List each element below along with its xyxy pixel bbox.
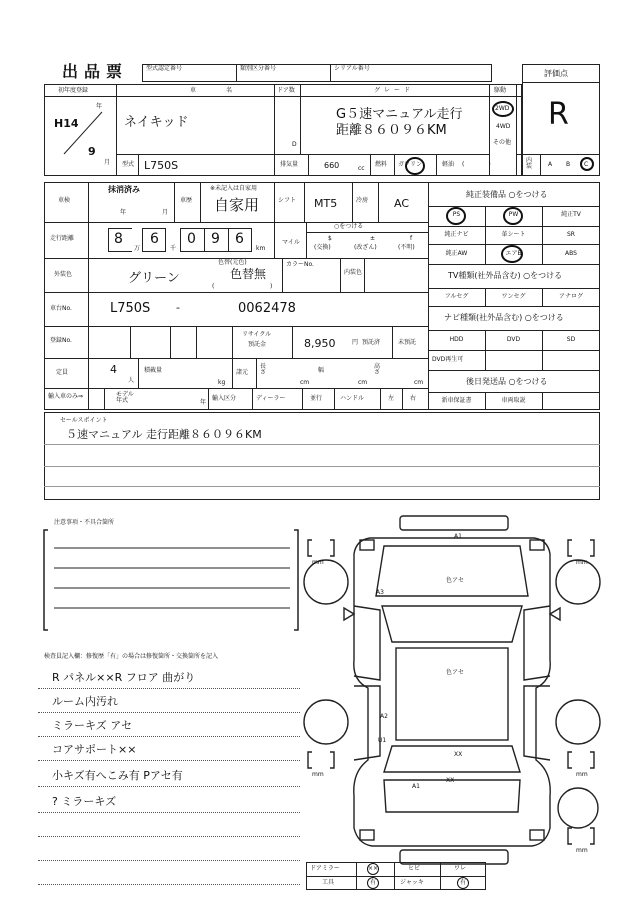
acc-door-mirror-circle <box>367 863 379 875</box>
inspection-label: 車検 <box>58 197 71 204</box>
mileage-d5: 6 <box>235 231 244 247</box>
note-line-1: R パネル××R フロア 曲がり <box>52 671 196 684</box>
model-year-label: モデル年式 <box>116 391 134 404</box>
mileage-opt1-sym: $ <box>328 235 332 242</box>
height-label: 高さ <box>374 363 381 376</box>
form-title: 出品票 <box>62 62 129 81</box>
import-year-unit: 年 <box>200 399 207 406</box>
dvd-play-label: DVD再生可 <box>432 356 464 363</box>
drive-4wd: 4WD <box>496 123 511 130</box>
displacement-value: 660 <box>324 161 340 170</box>
diagram-xx1: XX <box>454 751 463 758</box>
sales-point-text: ５速マニュアル 走行距離８６０９６KM <box>66 428 262 441</box>
tv-full: フルセグ <box>444 293 469 300</box>
drive-other: その他 <box>493 139 512 146</box>
color-value: グリーン <box>128 271 180 286</box>
displacement-label: 排気量 <box>280 161 299 168</box>
grade-line1: G５速マニュアル走行 <box>336 107 463 122</box>
import-label: 輸入車のみ⇒ <box>48 393 84 400</box>
model-value: L750S <box>144 159 179 172</box>
mileage-label: 走行距離 <box>50 235 75 242</box>
recycle-unit: 円 <box>352 339 359 346</box>
mm-rl: mm <box>312 771 324 778</box>
acc-door-mirror: ドアミラー <box>310 865 340 872</box>
first-reg-month: 9 <box>88 145 96 158</box>
recycle-label1: リサイクル <box>242 331 272 338</box>
mileage-circle-note: ○をつける <box>334 223 364 230</box>
import-parallel: 並行 <box>310 395 323 402</box>
fuel-gas-circle <box>405 157 425 175</box>
recycle-value: 8,950 <box>304 337 336 350</box>
fuel-diesel: 軽油 <box>442 161 455 168</box>
acc-tools-have: 有 <box>370 879 377 886</box>
color-no-label: カラーNo. <box>286 261 314 268</box>
dims-label: 諸元 <box>236 369 249 376</box>
mileage-d3: 0 <box>187 231 196 247</box>
len-label: 長さ <box>260 363 267 376</box>
navi-title: ナビ種類(社外品含む) ○をつける <box>444 313 564 322</box>
car-damage-diagram <box>300 510 604 870</box>
navi-hdd: HDD <box>449 336 464 343</box>
rating-value: R <box>548 97 569 132</box>
equip-pw-circle <box>503 207 523 225</box>
handle-right: 右 <box>410 395 417 402</box>
name-label: 車名 <box>190 87 263 94</box>
notes-bracket <box>40 526 306 636</box>
grade-line2: 距離８６０９６KM <box>336 123 447 138</box>
navi-sd: SD <box>566 336 576 343</box>
displacement-unit: cc <box>358 165 365 172</box>
notes-label: 注意事項・不具合箇所 <box>54 519 115 526</box>
first-reg-label: 初年度登録 <box>58 87 89 94</box>
capacity-unit: 人 <box>128 377 135 384</box>
chassis-label: 車台No. <box>50 305 72 312</box>
not-deposited: 未預託 <box>398 339 417 346</box>
equip-pw: PW <box>508 211 519 218</box>
history-label: 車歴 <box>180 197 193 204</box>
paren-close: ) <box>270 283 273 290</box>
mileage-d1: 8 <box>114 231 123 247</box>
history-note: ※未記入は自家用 <box>210 185 258 192</box>
diagram-a3: A3 <box>376 589 384 596</box>
capacity-value: 4 <box>110 363 117 376</box>
grade-label: グレード <box>374 87 415 94</box>
category-label: 類別区分番号 <box>240 65 277 72</box>
acc-ware: ワレ <box>454 865 467 872</box>
note-line-5: 小キズ有へこみ有 Pアセ有 <box>52 769 183 782</box>
equip-tv: 純正TV <box>561 211 581 218</box>
chassis-prefix: L750S <box>110 301 151 316</box>
year-unit: 年 <box>96 103 103 110</box>
chassis-number: 0062478 <box>238 301 296 316</box>
equip-navi: 純正ナビ <box>444 231 469 238</box>
history-value: 自家用 <box>214 196 260 214</box>
equip-ps-circle <box>446 207 466 225</box>
load-label: 積載量 <box>144 367 163 374</box>
handle-label: ハンドル <box>340 395 365 402</box>
mileage-opt3: (不明) <box>398 244 415 251</box>
note-line-2: ルーム内汚れ <box>52 695 118 708</box>
mileage-opt2: (改ざん) <box>354 244 377 251</box>
original-color-value: 色替無 <box>230 267 267 281</box>
recycle-label2: 預託金 <box>248 341 267 348</box>
interior-b: B <box>566 161 571 168</box>
equip-airbag-circle <box>501 245 523 263</box>
drive-2wd-circle <box>492 101 514 117</box>
later-title: 後日発送品 ○をつける <box>466 377 548 386</box>
fuel-gas: ガソリン <box>398 161 423 168</box>
equip-airbag: エアB <box>505 250 522 257</box>
equip-leather: 革シート <box>501 231 526 238</box>
import-dealer: ディーラー <box>256 395 286 402</box>
acc-jack-circle <box>457 877 469 889</box>
registration-label: 登録No. <box>50 337 72 344</box>
later-manual: 車両取説 <box>501 397 526 404</box>
original-color-label: 色替(元色) <box>218 259 247 266</box>
interior-c-circle <box>580 157 594 171</box>
month-unit: 月 <box>104 159 111 166</box>
serial-label: シリアル番号 <box>334 65 370 72</box>
tv-analog: アナログ <box>558 293 583 300</box>
note-line-4: コアサポート×× <box>52 743 137 756</box>
acc-tools-circle <box>367 877 379 889</box>
diagram-color-mid: 色アセ <box>446 669 464 676</box>
sales-point-label: セールスポイント <box>60 417 108 424</box>
mileage-opt3-sym: f <box>410 235 413 242</box>
model-cert-label: 型式認定番号 <box>146 65 183 72</box>
first-reg-era: H14 <box>54 117 79 130</box>
doors-value: D <box>292 141 297 148</box>
later-warranty: 新車保証書 <box>441 397 472 404</box>
equip-aw: 純正AW <box>445 250 468 257</box>
car-name: ネイキッド <box>124 115 189 130</box>
deposited: 預託済 <box>362 339 381 346</box>
load-unit: kg <box>218 379 226 386</box>
interior-a: A <box>548 161 553 168</box>
shift-label: シフト <box>278 197 297 204</box>
height-cm: cm <box>414 379 424 386</box>
inspector-label: 検査員記入欄：修復歴「有」の場合は修復箇所・交換箇所を記入 <box>44 653 219 660</box>
tv-title: TV種類(社外品含む) ○をつける <box>448 271 563 280</box>
mileage-opt1: (交換) <box>314 244 331 251</box>
code-boxes <box>142 64 492 82</box>
ac-label: 冷房 <box>356 197 369 204</box>
inspection-year: 年 <box>120 209 127 216</box>
diagram-xx2: XX <box>446 777 455 784</box>
acc-jack-have: 有 <box>460 879 467 886</box>
color-label: 外装色 <box>54 271 73 278</box>
fuel-label: 燃料 <box>375 161 388 168</box>
equip-sr: SR <box>567 231 575 238</box>
mm-fl: mm <box>312 559 324 566</box>
mm-fr: mm <box>576 559 588 566</box>
inspection-status: 抹消済み <box>108 185 140 194</box>
mm-rr: mm <box>576 771 588 778</box>
acc-door-mirror-val: ×× <box>368 865 379 872</box>
len-cm: cm <box>300 379 310 386</box>
width-cm: cm <box>358 379 368 386</box>
interior-color-label: 内装色 <box>344 269 363 276</box>
acc-jack: ジャッキ <box>400 879 424 886</box>
note-line-6: ? ミラーキズ <box>52 795 117 808</box>
acc-tools: 工具 <box>322 879 335 886</box>
drive-label: 駆動 <box>494 87 507 94</box>
handle-left: 左 <box>388 395 395 402</box>
note-line-3: ミラーキズ アセ <box>52 719 133 732</box>
mm-spare: mm <box>576 847 588 854</box>
diagram-u1: U1 <box>378 737 387 744</box>
tv-one: ワンセグ <box>501 293 526 300</box>
mileage-unit: km <box>256 245 266 252</box>
mileage-man: 万 <box>134 245 141 252</box>
width-label: 幅 <box>318 367 325 374</box>
date-slash-icon <box>60 108 110 158</box>
diagram-color-top: 色アセ <box>446 577 464 584</box>
mile-label: マイル <box>282 239 300 246</box>
equip-ps: PS <box>452 211 461 218</box>
capacity-label: 定員 <box>56 369 69 376</box>
mileage-opt2-sym: ± <box>370 235 376 242</box>
acc-hibi: ヒビ <box>408 865 421 872</box>
import-type-label: 輸入区分 <box>212 395 237 402</box>
model-label: 型式 <box>122 161 135 168</box>
diagram-a1-bottom: A1 <box>412 783 420 790</box>
interior-label: 内装 <box>526 157 533 170</box>
interior-c: C <box>584 161 589 168</box>
shift-value: MT5 <box>314 197 338 210</box>
ac-value: AC <box>394 197 410 210</box>
doors-label: ドア数 <box>277 87 295 94</box>
fuel-paren: ( ) <box>462 161 491 168</box>
diagram-a1-top: A1 <box>454 533 462 540</box>
paren-open: ( <box>212 283 215 290</box>
mileage-d2: 6 <box>150 231 159 247</box>
equipment-title: 純正装備品 ○をつける <box>466 190 548 199</box>
drive-2wd: 2WD <box>495 105 510 112</box>
mileage-sen: 千 <box>170 245 177 252</box>
inspection-month: 月 <box>162 209 169 216</box>
chassis-dash: - <box>176 301 180 314</box>
mileage-d4: 9 <box>211 231 220 247</box>
navi-dvd: DVD <box>506 336 521 343</box>
rating-label: 評価点 <box>544 69 568 78</box>
diagram-a2: A2 <box>380 713 388 720</box>
equip-abs: ABS <box>565 250 577 257</box>
